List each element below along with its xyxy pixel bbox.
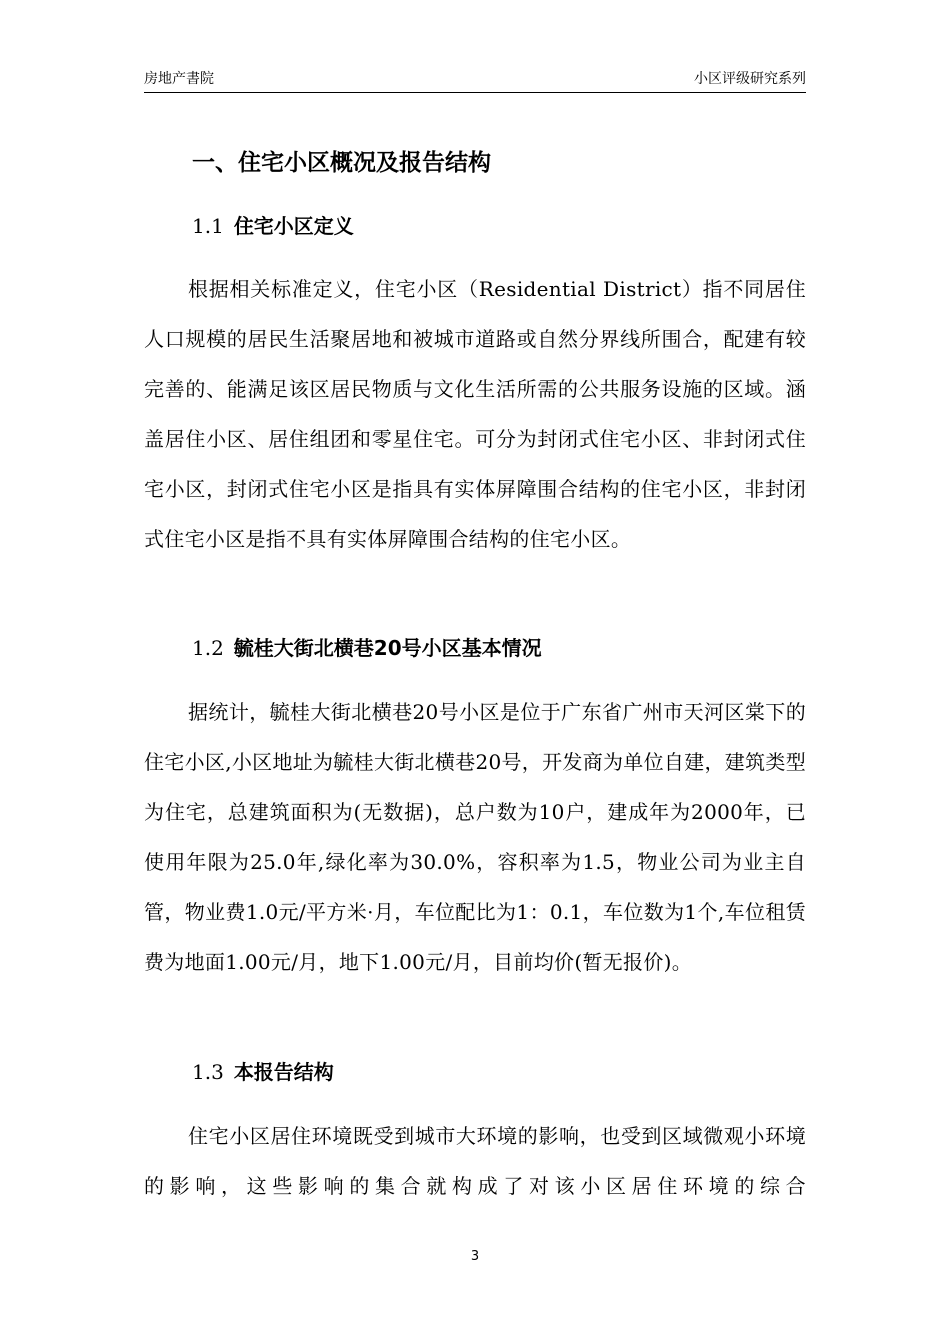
subsection-heading-1-1 bbox=[192, 212, 354, 240]
paragraph-report-structure: 住宅小区居住环境既受到城市大环境的影响，也受到区域微观小环境的影响，这些影响的集合就构成了对该小区居住环境的综合 bbox=[144, 1124, 806, 1198]
header-publisher: 房地产書院 bbox=[144, 71, 214, 87]
page-header bbox=[144, 68, 806, 93]
subsection-title: 毓桂大街北横巷20号小区基本情况 bbox=[233, 636, 542, 660]
page-number: 3 bbox=[470, 1249, 480, 1264]
subsection-heading-1-2 bbox=[192, 634, 542, 662]
subsection-title: 本报告结构 bbox=[233, 1060, 334, 1084]
paragraph-definition: 根据相关标准定义，住宅小区（Residential District）指不同居住人口规模的居民生活聚居地和被城市道路或自然分界线所围合，配建有较完善的、能满足该区居民物质与文化生活所需的公共服务设施的区域。涵盖居住小区、居住组团和零星住宅。可分为封闭式住宅小区、非封闭式住宅小区，封闭式住宅小区是指具有实体屏障围合结构的住宅小区，非封闭式住宅小区是指不具有实体屏障围合结构的住宅小区。 bbox=[144, 277, 806, 551]
subsection-heading-1-3 bbox=[192, 1058, 334, 1086]
subsection-number: 1.2 bbox=[192, 636, 224, 660]
section-title: 一、住宅小区概况及报告结构 bbox=[192, 150, 491, 176]
header-series: 小区评级研究系列 bbox=[694, 71, 806, 87]
paragraph-basic-info: 据统计，毓桂大街北横巷20号小区是位于广东省广州市天河区棠下的住宅小区,小区地址为毓桂大街北横巷20号，开发商为单位自建，建筑类型为住宅，总建筑面积为(无数据)，总户数为10户，建成年为2000年，已使用年限为25.0年,绿化率为30.0%，容积率为1.5，物业公司为业主自管，物业费1.0元/平方米·月，车位配比为1：0.1，车位数为1个,车位租赁费为地面1.00元/月，地下1.00元/月，目前均价(暂无报价)。 bbox=[144, 700, 807, 974]
subsection-title: 住宅小区定义 bbox=[233, 214, 354, 238]
subsection-number: 1.3 bbox=[192, 1060, 224, 1084]
subsection-number: 1.1 bbox=[192, 214, 224, 238]
